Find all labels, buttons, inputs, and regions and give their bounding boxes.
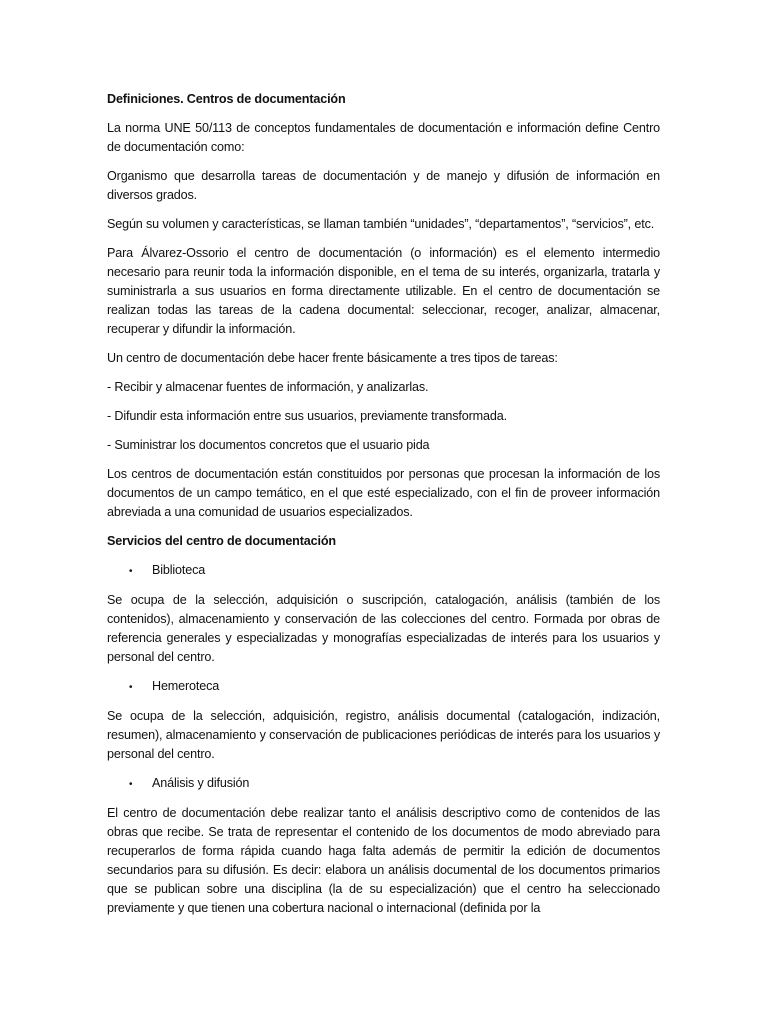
bullet-item-hemeroteca [129,677,660,697]
dash-item-difundir: - Difundir esta información entre sus usuarios, previamente transformada. [107,409,507,423]
bullet-icon: • [129,682,133,693]
paragraph-alvarez-ossorio: Para Álvarez-Ossorio el centro de documentación (o información) es el elemento intermedio necesario para reunir toda la información disponible, en el tema de su interés, organizarla, tratarla y suministrarla a sus usuarios en forma directamente utilizable. En el centro de documentación se realizan todas las tareas de la cadena documental: seleccionar, recoger, analizar, almacenar, recuperar y difundir la información. [107,246,660,336]
paragraph-tipos-tareas: Un centro de documentación debe hacer frente básicamente a tres tipos de tareas: [107,351,558,365]
bullet-icon: • [129,566,133,577]
document-page [107,90,660,928]
bullet-label: Análisis y difusión [152,776,250,790]
dash-item-recibir: - Recibir y almacenar fuentes de información, y analizarlas. [107,380,429,394]
bullet-item-analisis [129,774,660,794]
bullet-item-biblioteca [129,561,660,581]
paragraph-une-definition: La norma UNE 50/113 de conceptos fundamentales de documentación e información define Centro de documentación como: [107,121,660,154]
section-title-servicios: Servicios del centro de documentación [107,534,336,548]
bullet-label: Hemeroteca [152,679,220,693]
paragraph-biblioteca: Se ocupa de la selección, adquisición o suscripción, catalogación, análisis (también de los contenidos), almacenamiento y conservación de las colecciones del centro. Formada por obras de referencia generales y especializadas y monografías especializadas de interés para los usuarios y personal del centro. [107,593,660,664]
document-title: Definiciones. Centros de documentación [107,92,346,106]
paragraph-analisis: El centro de documentación debe realizar tanto el análisis descriptivo como de contenidos de las obras que recibe. Se trata de representar el contenido de los documentos de modo abreviado para recuperarlos de forma rápida cuando haga falta además de permitir la edición de documentos secundarios para su difusión. Es decir: elabora un análisis documental de los documentos primarios que se publican sobre una disciplina (la de su especialización) que el centro ha seleccionado previamente y que tienen una cobertura nacional o internacional (definida por la [107,806,660,915]
paragraph-volumen: Según su volumen y características, se llaman también “unidades”, “departamentos”, “servicios”, etc. [107,217,655,231]
paragraph-hemeroteca: Se ocupa de la selección, adquisición, registro, análisis documental (catalogación, indización, resumen), almacenamiento y conservación de publicaciones periódicas de interés para los usuarios y personal del centro. [107,709,660,761]
paragraph-organismo: Organismo que desarrolla tareas de documentación y de manejo y difusión de información en diversos grados. [107,169,660,202]
paragraph-personas: Los centros de documentación están constituidos por personas que procesan la información de los documentos de un campo temático, en el que esté especializado, con el fin de proveer información abreviada a una comunidad de usuarios especializados. [107,467,660,519]
bullet-label: Biblioteca [152,563,206,577]
bullet-icon: • [129,779,133,790]
dash-item-suministrar: - Suministrar los documentos concretos que el usuario pida [107,438,430,452]
